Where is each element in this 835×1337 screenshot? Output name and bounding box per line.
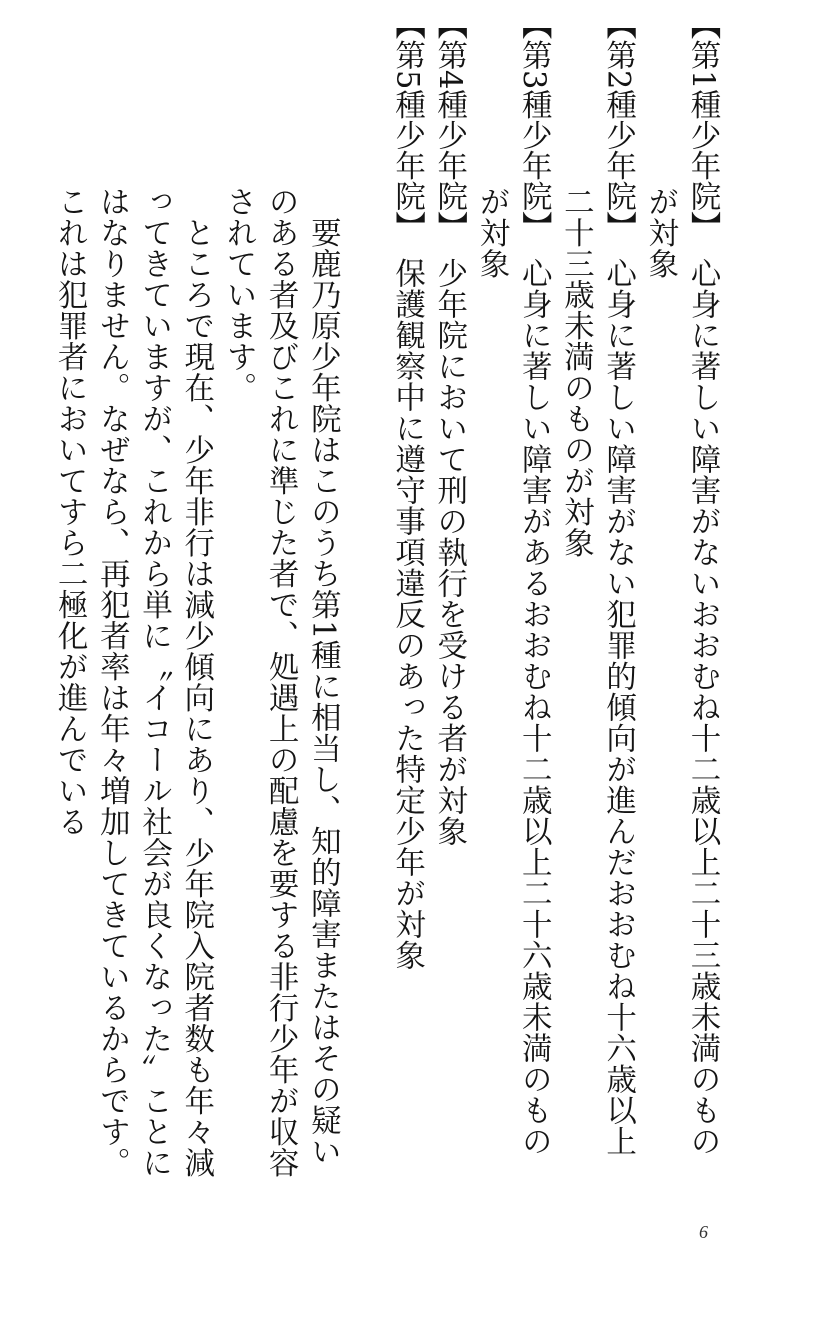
blank-line	[343, 186, 385, 1186]
list-label: 【第1種少年院】	[685, 9, 720, 227]
list-body: 心身に著しい障害がないおおむね十二歳以上二十三歳未満のものが対象	[642, 186, 720, 1157]
list-item-3	[470, 9, 554, 1186]
list-body: 心身に著しい障害があるおおむね十二歳以上二十六歳未満のものが対象	[473, 186, 552, 1157]
list-label: 【第3種少年院】	[516, 9, 552, 227]
list-body: 心身に著しい障害がない犯罪的傾向が進んだおおむね十六歳以上二十三歳未満のものが対象	[558, 186, 636, 1157]
list-item-4	[428, 9, 470, 1186]
vertical-text-body	[48, 9, 723, 1186]
paragraph-2: ところで現在、少年非行は減少傾向にあり、少年院入院者数も年々減ってきていますが、これから単に〝イコール社会が良くなった〟ことにはなりません。なぜなら、再犯者率は年々増加してきているからです。これは犯罪者においてすら二極化が進んでいる	[52, 186, 214, 1178]
list-item-5	[385, 9, 427, 1186]
list-item-2	[554, 9, 638, 1186]
page-number: 6	[699, 1222, 708, 1242]
list-item-1	[639, 9, 723, 1186]
list-body: 保護観察中に遵守事項違反のあった特定少年が対象	[389, 257, 425, 971]
list-label: 【第5種少年院】	[389, 9, 425, 227]
paragraph-1: 要鹿乃原少年院はこのうち第1種に相当し、知的障害またはその疑いのある者及びこれに準じた者で、処遇上の配慮を要する非行少年が収容されています。	[220, 186, 341, 1178]
list-label: 【第2種少年院】	[600, 9, 636, 227]
list-label: 【第4種少年院】	[431, 9, 467, 227]
list-body: 少年院において刑の執行を受ける者が対象	[431, 257, 467, 847]
